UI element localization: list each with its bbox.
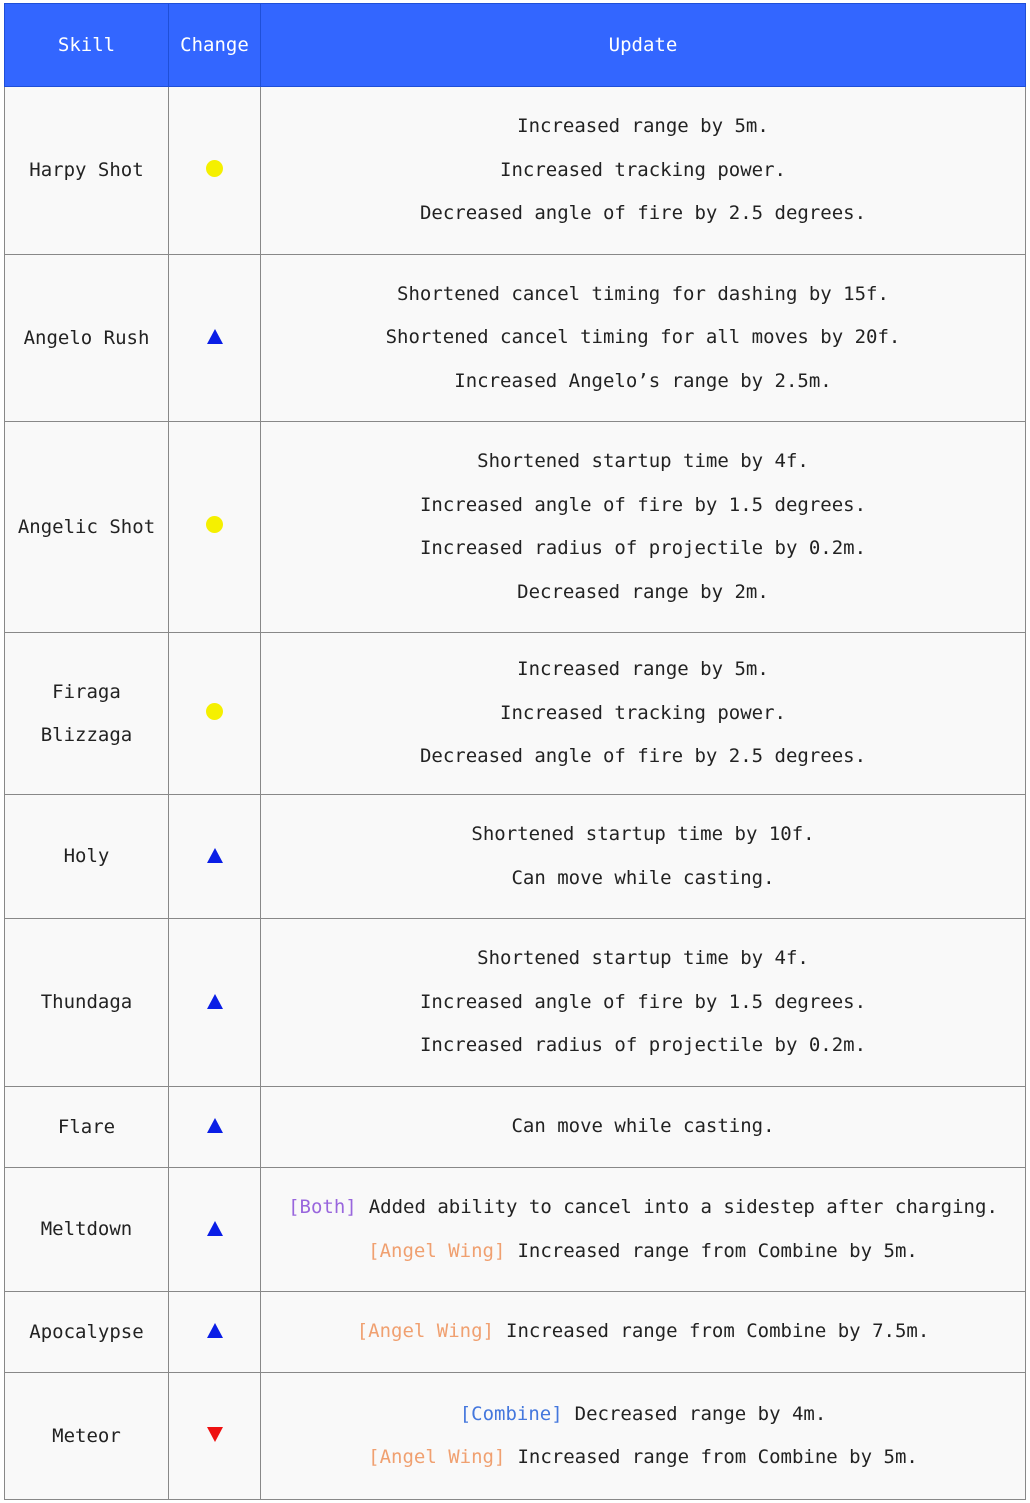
change-cell — [169, 255, 261, 422]
skill-change-table-container — [4, 3, 1025, 1500]
table-row — [5, 1373, 1026, 1500]
update-text: Can move while casting. — [511, 866, 775, 889]
update-line — [261, 440, 1025, 484]
update-line — [261, 857, 1025, 901]
skill-cell — [5, 633, 169, 795]
blue-triangle-up-icon — [207, 848, 223, 863]
skill-cell — [5, 1168, 169, 1292]
blue-triangle-up-icon — [207, 994, 223, 1009]
update-text: Shortened startup time by 10f. — [471, 823, 815, 845]
table-row — [5, 255, 1026, 422]
update-cell — [261, 1087, 1026, 1168]
skill-name: Harpy Shot — [29, 159, 144, 181]
change-cell — [169, 919, 261, 1087]
blue-triangle-up-icon — [207, 329, 223, 344]
skill-name: Meteor — [52, 1424, 121, 1447]
table-header-row — [5, 4, 1026, 87]
update-line — [261, 273, 1025, 317]
update-cell — [261, 795, 1026, 919]
update-text: Shortened cancel timing for all moves by 20f. — [385, 326, 901, 349]
update-text: Increased radius of projectile by 0.2m. — [419, 1034, 867, 1057]
update-line — [261, 105, 1025, 149]
change-cell — [169, 1087, 261, 1168]
update-cell — [261, 255, 1026, 422]
update-line — [261, 692, 1025, 736]
update-line — [261, 981, 1025, 1025]
update-cell — [261, 1373, 1026, 1500]
update-line — [261, 484, 1025, 528]
update-line — [261, 360, 1025, 404]
update-line — [261, 1186, 1025, 1230]
update-text: Increased range from Combine by 5m. — [517, 1446, 918, 1468]
update-text: Increased angle of fire by 1.5 degrees. — [419, 990, 867, 1013]
header-skill: Skill — [5, 4, 169, 87]
update-text: Increased angle of fire by 1.5 degrees. — [419, 493, 867, 516]
update-cell — [261, 422, 1026, 633]
update-text: Shortened cancel timing for dashing by 15f. — [397, 282, 889, 305]
yellow-circle-icon — [206, 160, 223, 177]
update-line — [261, 937, 1025, 981]
table-row — [5, 919, 1026, 1087]
update-text: Decreased range by 2m. — [517, 580, 769, 603]
change-cell — [169, 87, 261, 255]
update-text: Decreased range by 4m. — [574, 1402, 827, 1425]
update-line — [261, 1393, 1025, 1437]
update-cell — [261, 633, 1026, 795]
table-row — [5, 795, 1026, 919]
skill-cell — [5, 255, 169, 422]
skill-cell — [5, 1292, 169, 1373]
skill-name: Flare — [57, 1115, 116, 1138]
update-text: Increased Angelo’s range by 2.5m. — [454, 369, 832, 392]
table-row — [5, 1292, 1026, 1373]
table-row — [5, 1168, 1026, 1292]
update-cell — [261, 87, 1026, 255]
change-cell — [169, 1292, 261, 1373]
update-tag: [Angel Wing] — [368, 1239, 506, 1262]
header-update: Update — [261, 4, 1026, 87]
update-line — [261, 1230, 1025, 1274]
skill-name: Angelic Shot — [17, 515, 156, 538]
update-line — [261, 1105, 1025, 1149]
yellow-circle-icon — [206, 516, 223, 533]
update-text: Decreased angle of fire by 2.5 degrees. — [419, 202, 867, 225]
blue-triangle-up-icon — [207, 1221, 223, 1236]
update-line — [261, 1436, 1025, 1480]
change-cell — [169, 1168, 261, 1292]
update-line — [261, 571, 1025, 615]
update-line — [261, 813, 1025, 857]
update-text: Can move while casting. — [511, 1115, 775, 1138]
skill-cell — [5, 1087, 169, 1168]
change-cell — [169, 795, 261, 919]
update-line — [261, 735, 1025, 779]
update-line — [261, 192, 1025, 236]
blue-triangle-up-icon — [207, 1118, 223, 1133]
change-cell — [169, 1373, 261, 1500]
update-line — [261, 316, 1025, 360]
skill-name: Meltdown — [40, 1218, 133, 1240]
table-row — [5, 633, 1026, 795]
table-row — [5, 422, 1026, 633]
skill-cell — [5, 795, 169, 919]
yellow-circle-icon — [206, 703, 223, 720]
update-text: Decreased angle of fire by 2.5 degrees. — [419, 745, 867, 768]
update-tag: [Combine] — [459, 1402, 563, 1425]
update-text: Increased tracking power. — [500, 158, 786, 181]
table-row — [5, 1087, 1026, 1168]
table-row — [5, 87, 1026, 255]
header-change: Change — [169, 4, 261, 87]
skill-name: Thundaga — [40, 991, 133, 1013]
update-line — [261, 1310, 1025, 1354]
skill-name: Blizzaga — [40, 723, 133, 746]
update-text: Increased radius of projectile by 0.2m. — [419, 537, 867, 559]
update-cell — [261, 1168, 1026, 1292]
skill-cell — [5, 1373, 169, 1500]
update-text: Increased range from Combine by 5m. — [517, 1239, 918, 1262]
update-line — [261, 1024, 1025, 1068]
skill-cell — [5, 919, 169, 1087]
update-text: Increased range by 5m. — [517, 658, 769, 681]
skill-name: Apocalypse — [29, 1320, 144, 1343]
skill-change-table — [4, 3, 1026, 1500]
update-line — [261, 648, 1025, 692]
change-cell — [169, 633, 261, 795]
update-tag: [Angel Wing] — [356, 1320, 495, 1343]
red-triangle-down-icon — [207, 1427, 223, 1442]
skill-name: Holy — [63, 845, 110, 867]
skill-cell — [5, 87, 169, 255]
update-text: Shortened startup time by 4f. — [477, 947, 809, 970]
blue-triangle-up-icon — [207, 1323, 223, 1338]
update-tag: [Both] — [288, 1196, 357, 1218]
update-tag: [Angel Wing] — [368, 1446, 506, 1468]
skill-name: Angelo Rush — [23, 326, 150, 349]
update-cell — [261, 1292, 1026, 1373]
update-text: Increased tracking power. — [500, 701, 786, 724]
change-cell — [169, 422, 261, 633]
update-cell — [261, 919, 1026, 1087]
table-body — [5, 87, 1026, 1500]
update-text: Shortened startup time by 4f. — [477, 450, 809, 472]
update-text: Increased range by 5m. — [517, 115, 769, 138]
update-line — [261, 527, 1025, 571]
skill-cell — [5, 422, 169, 633]
update-text: Added ability to cancel into a sidestep after charging. — [368, 1196, 998, 1218]
update-text: Increased range from Combine by 7.5m. — [506, 1320, 930, 1343]
skill-name: Firaga — [52, 680, 121, 703]
update-line — [261, 149, 1025, 193]
